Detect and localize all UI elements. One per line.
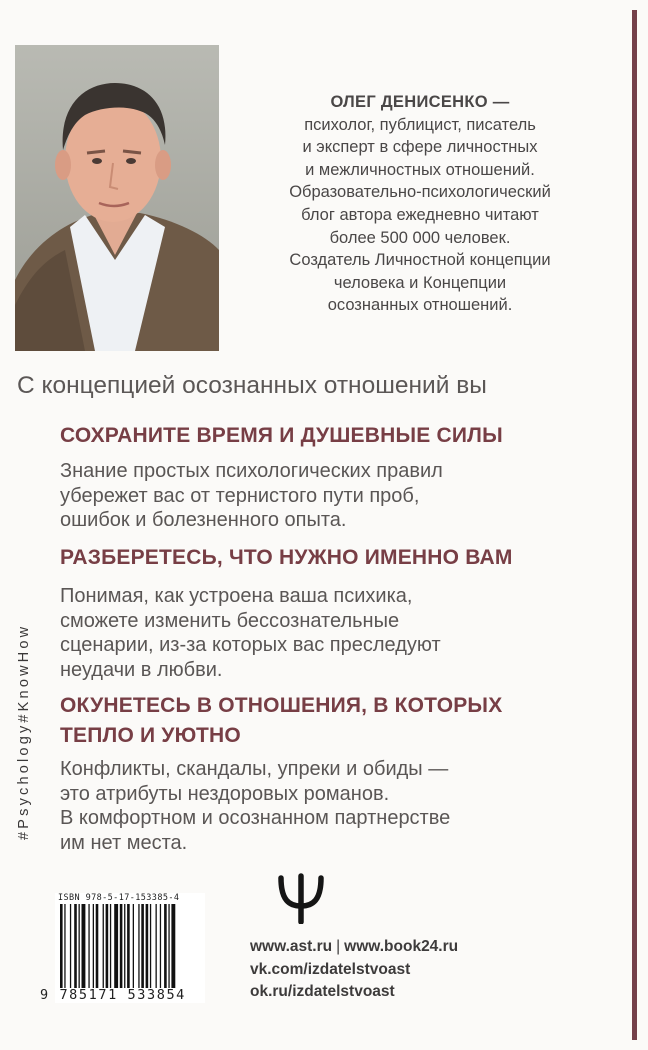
bio-line: блог автора ежедневно читают xyxy=(301,205,539,224)
intro-line: С концепцией осознанных отношений вы xyxy=(17,372,487,399)
bio-line: психолог, публицист, писатель xyxy=(304,115,536,134)
link-book24[interactable]: www.book24.ru xyxy=(344,938,459,955)
text-line: неудачи в любви. xyxy=(60,658,223,681)
author-name: ОЛЕГ ДЕНИСЕНКО — xyxy=(330,93,510,111)
section-1-text xyxy=(60,459,580,533)
section-1-heading xyxy=(60,421,503,451)
text-line: сценарии, из-за которых вас преследуют xyxy=(60,634,441,656)
text-line: это атрибуты нездоровых романов. xyxy=(60,782,390,805)
section-2-heading xyxy=(60,543,513,573)
link-ok[interactable]: ok.ru/izdatelstvoast xyxy=(250,983,395,1000)
bio-line: человека и Концепции xyxy=(333,273,507,292)
section-2-text xyxy=(60,584,580,682)
text-line: Знание простых психологических правил xyxy=(60,460,443,482)
link-separator: | xyxy=(336,938,341,955)
heading-line: РАЗБЕРЕТЕСЬ, ЧТО НУЖНО ИМЕННО ВАМ xyxy=(60,546,513,569)
section-3-text xyxy=(60,757,580,855)
bio-line: и межличностных отношений. xyxy=(305,160,535,179)
text-line: сможете изменить бессознательные xyxy=(60,609,400,632)
bio-line: и эксперт в сфере личностных xyxy=(302,138,538,157)
text-line: им нет места. xyxy=(60,831,188,854)
bio-line: осознанных отношений. xyxy=(327,296,513,315)
text-line: Понимая, как устроена ваша психика, xyxy=(60,585,413,607)
link-ast[interactable]: www.ast.ru xyxy=(250,938,333,955)
bio-line: более 500 000 человек. xyxy=(329,228,511,247)
text-line: ошибок и болезненного опыта. xyxy=(60,509,347,531)
bio-line: Образовательно-психологический xyxy=(289,183,551,202)
bio-line: Создатель Личностной концепции xyxy=(289,251,551,270)
text-line: убережет вас от тернистого пути проб, xyxy=(60,484,420,507)
text-line: Конфликты, скандалы, упреки и обиды — xyxy=(60,758,449,780)
spine-border xyxy=(632,10,637,1040)
section-3-heading xyxy=(60,691,502,751)
links-row-1 xyxy=(250,936,458,959)
link-vk[interactable]: vk.com/izdatelstvoast xyxy=(250,960,411,978)
barcode-number: 9 785171 533854 xyxy=(40,987,186,1003)
text-line: В комфортном и осознанном партнерстве xyxy=(60,807,451,829)
isbn-label: ISBN 978-5-17-153385-4 xyxy=(58,893,180,903)
barcode xyxy=(58,904,202,992)
author-bio xyxy=(255,91,585,317)
hashtag-vertical: #Psychology#KnowHow xyxy=(16,623,32,840)
heading-line: СОХРАНИТЕ ВРЕМЯ И ДУШЕВНЫЕ СИЛЫ xyxy=(60,424,503,447)
heading-line: ТЕПЛО И УЮТНО xyxy=(60,724,241,747)
psi-logo-icon xyxy=(275,872,327,924)
heading-line: ОКУНЕТЕСЬ В ОТНОШЕНИЯ, В КОТОРЫХ xyxy=(60,694,503,717)
publisher-links xyxy=(250,936,458,1004)
author-photo xyxy=(15,45,219,351)
